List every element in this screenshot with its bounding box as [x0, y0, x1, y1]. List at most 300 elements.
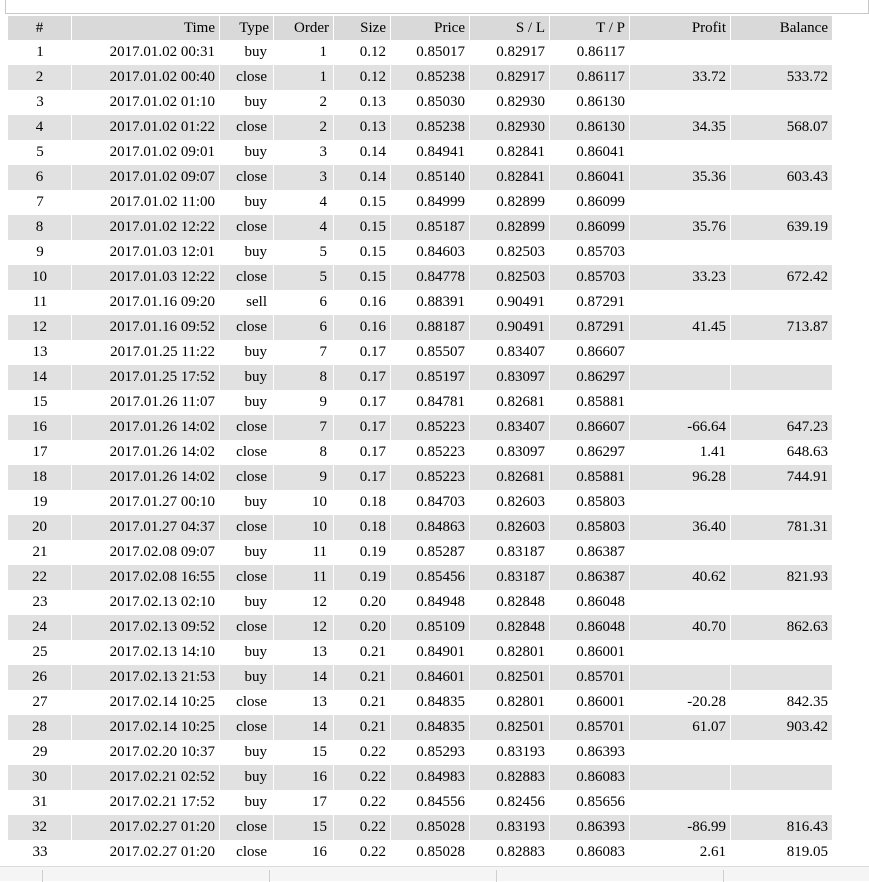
cell-order: 12	[273, 615, 333, 640]
cell-price: 0.85287	[416, 544, 465, 560]
cell-price: 0.85030	[416, 94, 465, 110]
cell-size: 0.17	[333, 465, 390, 490]
table-row[interactable]	[8, 615, 832, 640]
cell-type: buy	[244, 144, 267, 160]
cell-profit	[629, 40, 730, 65]
cell-type: close	[219, 615, 273, 640]
cell-size: 0.17	[359, 344, 386, 360]
cell-type: buy	[244, 244, 267, 260]
cell-price: 0.88187	[390, 315, 469, 340]
cell-type: buy	[219, 665, 273, 690]
cell-take-profit: 0.85656	[576, 794, 625, 810]
cell-time: 2017.02.13 21:53	[71, 665, 219, 690]
cell-profit	[629, 140, 730, 165]
cell-balance	[730, 90, 832, 115]
cell-size: 0.22	[333, 815, 390, 840]
table-row[interactable]	[8, 265, 832, 290]
cell-take-profit: 0.86041	[576, 144, 625, 160]
cell-number: 26	[8, 665, 71, 690]
cell-time: 2017.01.27 04:37	[71, 515, 219, 540]
cell-type: close	[219, 415, 273, 440]
cell-number: 13	[32, 344, 48, 360]
cell-size: 0.13	[359, 94, 386, 110]
table-row[interactable]	[8, 790, 832, 815]
cell-stop-loss: 0.82917	[469, 65, 549, 90]
cell-price: 0.84603	[416, 244, 465, 260]
cell-take-profit: 0.85703	[576, 244, 625, 260]
cell-number: 5	[36, 144, 44, 160]
cell-number: 23	[32, 594, 48, 610]
cell-balance: 648.63	[786, 444, 828, 460]
table-row[interactable]	[8, 740, 832, 765]
cell-balance	[730, 640, 832, 665]
cell-order: 17	[312, 794, 327, 810]
cell-take-profit: 0.86297	[576, 444, 625, 460]
cell-size: 0.12	[333, 65, 390, 90]
table-row[interactable]	[8, 665, 832, 690]
table-row[interactable]	[8, 390, 832, 415]
cell-number: 3	[36, 94, 44, 110]
scrollbar-divider	[269, 870, 270, 882]
cell-balance: 672.42	[730, 265, 832, 290]
cell-price: 0.84863	[390, 515, 469, 540]
cell-profit	[629, 390, 730, 415]
table-row[interactable]	[8, 140, 832, 165]
cell-number: 8	[8, 215, 71, 240]
cell-time: 2017.01.26 14:02	[71, 465, 219, 490]
cell-number: 18	[8, 465, 71, 490]
cell-balance	[730, 240, 832, 265]
cell-take-profit: 0.87291	[576, 294, 625, 310]
column-header-profit[interactable]: Profit	[629, 16, 730, 40]
cell-profit: 34.35	[629, 115, 730, 140]
cell-balance: 713.87	[730, 315, 832, 340]
cell-profit: 33.23	[629, 265, 730, 290]
cell-take-profit: 0.86607	[576, 344, 625, 360]
cell-number: 29	[32, 744, 48, 760]
cell-size: 0.16	[333, 315, 390, 340]
table-row[interactable]	[8, 240, 832, 265]
cell-take-profit: 0.86001	[576, 694, 625, 710]
cell-profit	[629, 765, 730, 790]
cell-type: close	[219, 165, 273, 190]
cell-profit	[629, 490, 730, 515]
cell-price: 0.85017	[416, 44, 465, 60]
cell-price: 0.85238	[390, 115, 469, 140]
cell-profit: -20.28	[687, 694, 726, 710]
cell-time: 2017.01.03 12:01	[109, 244, 215, 260]
cell-stop-loss: 0.82930	[469, 115, 549, 140]
cell-profit	[629, 340, 730, 365]
cell-balance: 647.23	[730, 415, 832, 440]
cell-time: 2017.01.02 01:10	[109, 94, 215, 110]
cell-number: 4	[8, 115, 71, 140]
cell-balance	[730, 340, 832, 365]
cell-price: 0.84983	[390, 765, 469, 790]
horizontal-scrollbar[interactable]	[0, 866, 869, 881]
column-header-stop-loss[interactable]: S / L	[469, 16, 549, 40]
cell-size: 0.17	[333, 365, 390, 390]
table-row[interactable]	[8, 490, 832, 515]
cell-time: 2017.02.13 09:52	[71, 615, 219, 640]
cell-stop-loss: 0.83187	[469, 565, 549, 590]
cell-number: 32	[8, 815, 71, 840]
cell-time: 2017.02.27 01:20	[109, 844, 215, 860]
cell-balance: 781.31	[730, 515, 832, 540]
cell-size: 0.18	[359, 494, 386, 510]
cell-price: 0.85456	[390, 565, 469, 590]
cell-profit	[629, 365, 730, 390]
cell-size: 0.15	[333, 265, 390, 290]
report-top-frame	[0, 0, 869, 14]
cell-order: 6	[273, 315, 333, 340]
cell-balance	[730, 490, 832, 515]
cell-balance	[730, 140, 832, 165]
cell-stop-loss: 0.90491	[469, 315, 549, 340]
cell-number: 19	[32, 494, 48, 510]
cell-number: 1	[36, 44, 44, 60]
cell-time: 2017.01.02 00:40	[71, 65, 219, 90]
cell-take-profit: 0.86297	[549, 365, 629, 390]
cell-profit	[629, 90, 730, 115]
cell-price: 0.85197	[390, 365, 469, 390]
cell-take-profit: 0.86393	[576, 744, 625, 760]
cell-size: 0.19	[359, 544, 386, 560]
cell-take-profit: 0.87291	[549, 315, 629, 340]
table-row[interactable]	[8, 415, 832, 440]
cell-profit: 36.40	[629, 515, 730, 540]
cell-order: 11	[312, 544, 327, 560]
cell-time: 2017.01.16 09:52	[71, 315, 219, 340]
cell-profit: -66.64	[629, 415, 730, 440]
cell-stop-loss: 0.82883	[469, 765, 549, 790]
cell-balance: 603.43	[730, 165, 832, 190]
cell-profit: 61.07	[629, 715, 730, 740]
cell-number: 11	[32, 294, 48, 310]
cell-type: buy	[244, 44, 267, 60]
cell-profit	[629, 190, 730, 215]
cell-type: buy	[244, 744, 267, 760]
cell-order: 5	[319, 244, 327, 260]
cell-size: 0.21	[333, 715, 390, 740]
cell-price: 0.84781	[416, 394, 465, 410]
cell-take-profit: 0.86393	[549, 815, 629, 840]
cell-price: 0.85109	[390, 615, 469, 640]
cell-time: 2017.02.21 02:52	[71, 765, 219, 790]
cell-order: 4	[273, 215, 333, 240]
cell-stop-loss: 0.82503	[469, 265, 549, 290]
cell-type: buy	[244, 194, 267, 210]
table-row[interactable]	[8, 515, 832, 540]
cell-price: 0.85238	[390, 65, 469, 90]
cell-profit: 1.41	[699, 444, 726, 460]
column-header-size[interactable]: Size	[333, 16, 390, 40]
cell-price: 0.84901	[416, 644, 465, 660]
cell-stop-loss: 0.83097	[469, 365, 549, 390]
cell-take-profit: 0.86117	[576, 44, 625, 60]
cell-time: 2017.01.26 11:07	[110, 394, 215, 410]
cell-type: buy	[244, 794, 267, 810]
cell-number: 2	[8, 65, 71, 90]
cell-time: 2017.01.26 14:02	[109, 444, 215, 460]
cell-balance	[730, 290, 832, 315]
cell-stop-loss: 0.83193	[496, 744, 545, 760]
cell-order: 8	[319, 444, 327, 460]
cell-time: 2017.02.27 01:20	[71, 815, 219, 840]
cell-price: 0.84835	[416, 694, 465, 710]
table-row[interactable]	[8, 815, 832, 840]
cell-balance	[730, 190, 832, 215]
cell-profit	[629, 590, 730, 615]
cell-type: close	[219, 465, 273, 490]
cell-price: 0.85028	[390, 815, 469, 840]
cell-balance: 862.63	[730, 615, 832, 640]
cell-take-profit: 0.86387	[576, 544, 625, 560]
cell-take-profit: 0.86387	[549, 565, 629, 590]
cell-order: 1	[273, 65, 333, 90]
report-frame-border	[5, 0, 869, 14]
cell-type: close	[219, 115, 273, 140]
cell-type: close	[236, 444, 267, 460]
column-header-type[interactable]: Type	[219, 16, 273, 40]
cell-type: close	[219, 565, 273, 590]
cell-number: 22	[8, 565, 71, 590]
cell-size: 0.13	[333, 115, 390, 140]
cell-size: 0.22	[359, 744, 386, 760]
cell-stop-loss: 0.82456	[496, 794, 545, 810]
cell-time: 2017.01.02 12:22	[71, 215, 219, 240]
cell-take-profit: 0.86048	[549, 615, 629, 640]
table-row[interactable]	[8, 590, 832, 615]
cell-take-profit: 0.85701	[549, 665, 629, 690]
cell-profit: 96.28	[629, 465, 730, 490]
cell-order: 8	[273, 365, 333, 390]
cell-stop-loss: 0.82930	[496, 94, 545, 110]
table-row[interactable]	[8, 540, 832, 565]
table-row[interactable]	[8, 440, 832, 465]
cell-type: close	[219, 715, 273, 740]
table-row[interactable]	[8, 190, 832, 215]
cell-time: 2017.02.20 10:37	[109, 744, 215, 760]
cell-balance: 568.07	[730, 115, 832, 140]
cell-size: 0.17	[333, 415, 390, 440]
cell-order: 16	[312, 844, 327, 860]
cell-order: 7	[319, 344, 327, 360]
cell-time: 2017.01.02 09:01	[109, 144, 215, 160]
cell-take-profit: 0.86099	[576, 194, 625, 210]
table-row[interactable]	[8, 215, 832, 240]
cell-size: 0.22	[359, 794, 386, 810]
cell-take-profit: 0.85803	[576, 494, 625, 510]
cell-type: buy	[244, 494, 267, 510]
table-body	[8, 40, 832, 865]
column-header-balance[interactable]: Balance	[730, 16, 832, 40]
cell-stop-loss: 0.82603	[469, 515, 549, 540]
table-row[interactable]	[8, 90, 832, 115]
cell-type: close	[219, 215, 273, 240]
cell-balance	[730, 790, 832, 815]
cell-profit	[629, 540, 730, 565]
cell-take-profit: 0.86130	[576, 94, 625, 110]
cell-size: 0.16	[359, 294, 386, 310]
cell-stop-loss: 0.83187	[496, 544, 545, 560]
table-row[interactable]	[8, 290, 832, 315]
trade-history-grid[interactable]	[8, 16, 828, 865]
cell-order: 10	[273, 515, 333, 540]
column-header-number[interactable]: #	[8, 16, 71, 40]
cell-stop-loss: 0.83407	[469, 415, 549, 440]
table-row[interactable]	[8, 115, 832, 140]
cell-size: 0.22	[333, 765, 390, 790]
cell-stop-loss: 0.82603	[496, 494, 545, 510]
cell-number: 16	[8, 415, 71, 440]
cell-take-profit: 0.86083	[576, 844, 625, 860]
column-header-price[interactable]: Price	[390, 16, 469, 40]
cell-number: 31	[32, 794, 48, 810]
cell-size: 0.21	[359, 644, 386, 660]
cell-time: 2017.02.21 17:52	[109, 794, 215, 810]
cell-time: 2017.01.02 01:22	[71, 115, 219, 140]
cell-order: 7	[273, 415, 333, 440]
cell-price: 0.84556	[416, 794, 465, 810]
cell-take-profit: 0.85701	[549, 715, 629, 740]
cell-time: 2017.02.13 02:10	[109, 594, 215, 610]
cell-number: 20	[8, 515, 71, 540]
cell-time: 2017.01.25 17:52	[71, 365, 219, 390]
cell-type: close	[236, 694, 267, 710]
cell-type: close	[219, 315, 273, 340]
table-row[interactable]	[8, 715, 832, 740]
cell-price: 0.85293	[416, 744, 465, 760]
column-header-order[interactable]: Order	[273, 16, 333, 40]
cell-profit: 41.45	[629, 315, 730, 340]
cell-size: 0.15	[359, 244, 386, 260]
cell-size: 0.17	[359, 444, 386, 460]
cell-profit	[629, 740, 730, 765]
column-header-take-profit[interactable]: T / P	[549, 16, 629, 40]
scrollbar-divider	[496, 870, 497, 882]
cell-balance: 819.05	[786, 844, 828, 860]
cell-order: 4	[319, 194, 327, 210]
cell-size: 0.15	[359, 194, 386, 210]
cell-take-profit: 0.86001	[576, 644, 625, 660]
cell-price: 0.84601	[390, 665, 469, 690]
table-row[interactable]	[8, 840, 832, 865]
cell-stop-loss: 0.82899	[469, 215, 549, 240]
cell-stop-loss: 0.83407	[496, 344, 545, 360]
cell-balance: 533.72	[730, 65, 832, 90]
cell-profit	[629, 290, 730, 315]
cell-order: 6	[319, 294, 327, 310]
cell-balance: 821.93	[730, 565, 832, 590]
cell-price: 0.84703	[416, 494, 465, 510]
cell-stop-loss: 0.82681	[496, 394, 545, 410]
cell-price: 0.85028	[416, 844, 465, 860]
table-row[interactable]	[8, 40, 832, 65]
table-row[interactable]	[8, 465, 832, 490]
cell-time: 2017.01.16 09:20	[109, 294, 215, 310]
cell-time: 2017.02.08 09:07	[109, 544, 215, 560]
cell-price: 0.84948	[416, 594, 465, 610]
cell-order: 14	[273, 665, 333, 690]
cell-order: 1	[319, 44, 327, 60]
scrollbar-divider	[42, 870, 43, 882]
table-row[interactable]	[8, 165, 832, 190]
cell-balance	[730, 40, 832, 65]
cell-stop-loss: 0.82801	[496, 644, 545, 660]
cell-price: 0.85140	[390, 165, 469, 190]
table-row[interactable]	[8, 640, 832, 665]
cell-order: 9	[319, 394, 327, 410]
table-header-row	[8, 16, 832, 40]
cell-stop-loss: 0.82841	[496, 144, 545, 160]
cell-profit: -86.99	[629, 815, 730, 840]
table-row[interactable]	[8, 565, 832, 590]
cell-number: 25	[32, 644, 48, 660]
table-row[interactable]	[8, 365, 832, 390]
cell-profit	[629, 790, 730, 815]
cell-profit: 33.72	[629, 65, 730, 90]
cell-order: 11	[273, 565, 333, 590]
cell-time: 2017.01.02 00:31	[109, 44, 215, 60]
table-row[interactable]	[8, 65, 832, 90]
cell-order: 3	[273, 165, 333, 190]
cell-balance	[730, 740, 832, 765]
cell-profit	[629, 665, 730, 690]
table-row[interactable]	[8, 340, 832, 365]
cell-size: 0.20	[359, 594, 386, 610]
cell-size: 0.21	[359, 694, 386, 710]
cell-time: 2017.01.02 09:07	[71, 165, 219, 190]
cell-number: 6	[8, 165, 71, 190]
cell-number: 15	[32, 394, 48, 410]
trades-table	[8, 16, 832, 865]
cell-order: 15	[273, 815, 333, 840]
cell-type: buy	[219, 365, 273, 390]
cell-profit: 40.62	[629, 565, 730, 590]
cell-profit	[629, 640, 730, 665]
cell-stop-loss: 0.90491	[496, 294, 545, 310]
table-row[interactable]	[8, 765, 832, 790]
column-header-time[interactable]: Time	[71, 16, 219, 40]
cell-profit: 2.61	[699, 844, 726, 860]
cell-type: buy	[244, 94, 267, 110]
cell-type: buy	[244, 544, 267, 560]
cell-take-profit: 0.86041	[549, 165, 629, 190]
cell-stop-loss: 0.82848	[469, 615, 549, 640]
cell-stop-loss: 0.83193	[469, 815, 549, 840]
cell-price: 0.85507	[416, 344, 465, 360]
cell-stop-loss: 0.83097	[496, 444, 545, 460]
cell-price: 0.85223	[390, 415, 469, 440]
cell-stop-loss: 0.82501	[469, 715, 549, 740]
cell-time: 2017.01.02 11:00	[110, 194, 215, 210]
cell-profit	[629, 240, 730, 265]
cell-number: 14	[8, 365, 71, 390]
cell-balance	[730, 365, 832, 390]
cell-number: 12	[8, 315, 71, 340]
cell-order: 9	[273, 465, 333, 490]
cell-size: 0.18	[333, 515, 390, 540]
cell-price: 0.85223	[390, 465, 469, 490]
cell-take-profit: 0.85803	[549, 515, 629, 540]
cell-size: 0.22	[359, 844, 386, 860]
cell-order: 3	[319, 144, 327, 160]
cell-price: 0.85223	[416, 444, 465, 460]
table-row[interactable]	[8, 690, 832, 715]
cell-take-profit: 0.86083	[549, 765, 629, 790]
table-row[interactable]	[8, 315, 832, 340]
